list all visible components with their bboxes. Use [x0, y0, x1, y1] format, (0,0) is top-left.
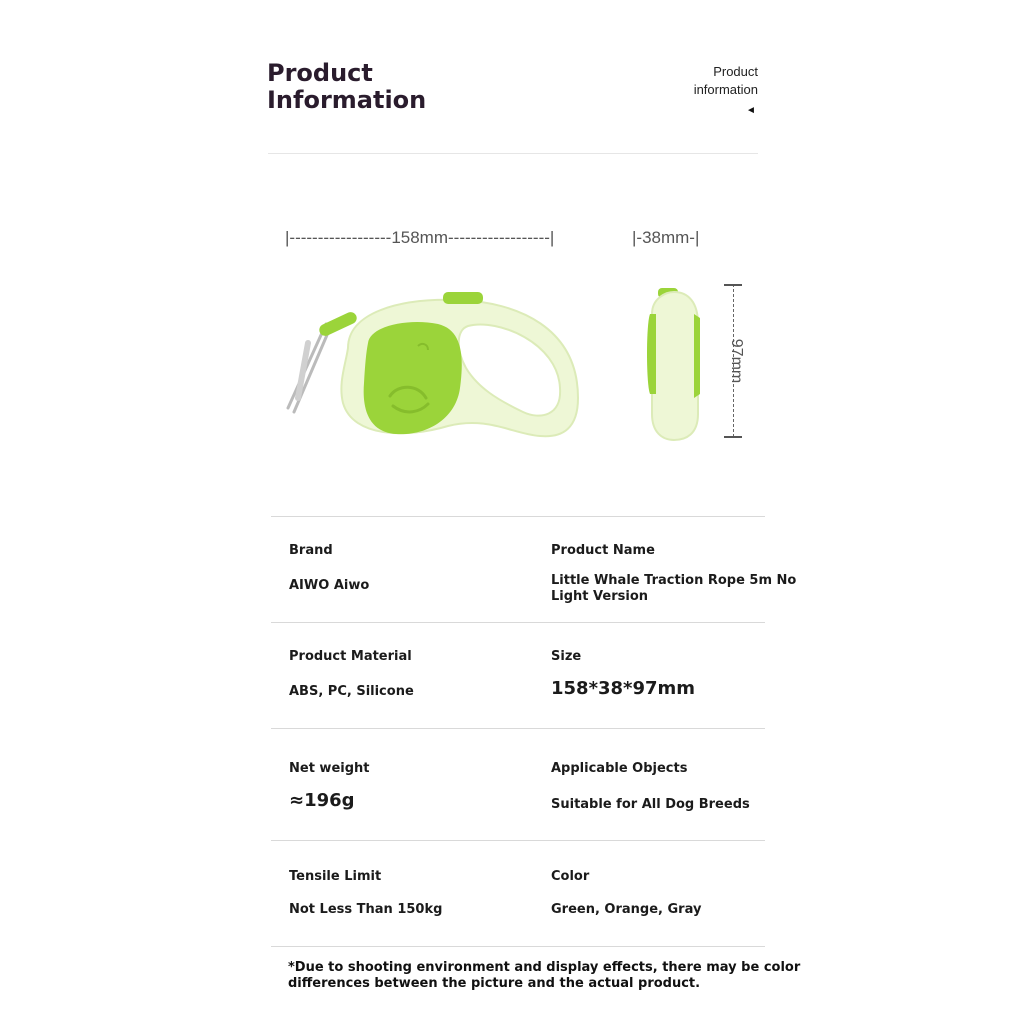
spec-row: [271, 622, 765, 728]
left-arrow-icon: ◄: [746, 105, 756, 116]
leash-front-view-image: [278, 288, 588, 448]
depth-dimension: |-38mm-|: [632, 228, 700, 247]
spec-value: Not Less Than 150kg: [289, 902, 443, 917]
height-dimension: 97mm: [728, 338, 745, 384]
spec-label: Size: [551, 649, 582, 664]
tagline: [694, 63, 758, 99]
disclaimer-note: *Due to shooting environment and display effects, there may be color differences between the picture and the actual product.: [288, 960, 801, 991]
spec-label: Tensile Limit: [289, 869, 382, 884]
spec-value: Green, Orange, Gray: [551, 902, 702, 917]
spec-label: Color: [551, 869, 590, 884]
spec-label: Product Material: [289, 649, 412, 664]
height-tick-top: [724, 284, 742, 286]
spec-value: 158*38*97mm: [551, 678, 696, 699]
divider: [268, 153, 758, 154]
spec-table: [271, 516, 797, 947]
spec-value: Little Whale Traction Rope 5m No Light Version: [551, 573, 797, 604]
spec-label: Product Name: [551, 543, 655, 558]
width-dimension: |------------------158mm------------------|: [285, 228, 555, 247]
spec-value: ≈196g: [289, 790, 355, 811]
height-tick-bottom: [724, 436, 742, 438]
spec-value: AIWO Aiwo: [289, 578, 370, 593]
spec-row: [271, 728, 765, 840]
spec-label: Net weight: [289, 761, 370, 776]
leash-side-view-image: [640, 284, 706, 444]
tagline-line2: information: [693, 82, 758, 97]
spec-value: Suitable for All Dog Breeds: [551, 797, 750, 812]
tagline-line1: Product: [713, 64, 758, 79]
page-title: Product Information: [267, 59, 427, 114]
spec-row: [271, 516, 797, 622]
spec-label: Brand: [289, 543, 333, 558]
spec-row: [271, 840, 765, 947]
spec-value: ABS, PC, Silicone: [289, 684, 414, 699]
spec-label: Applicable Objects: [551, 761, 688, 776]
